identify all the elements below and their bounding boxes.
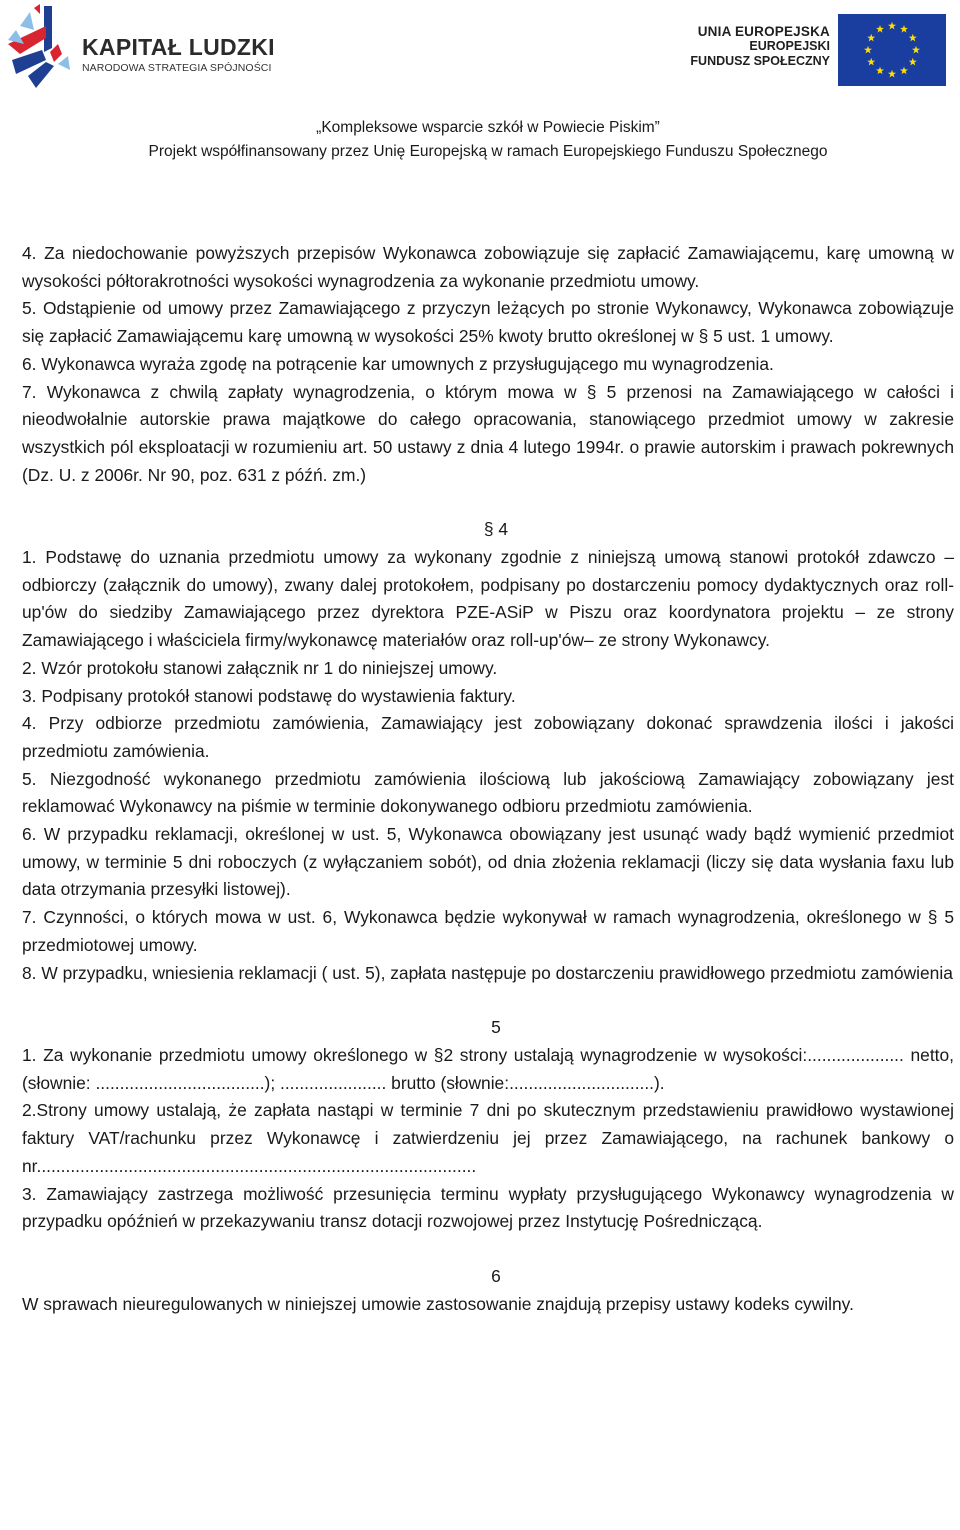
paragraph-a-4: 4. Za niedochowanie powyższych przepisów Wykonawca zobowiązuje się zapłacić Zamawiającemu, karę umowną w wysokości półtorakrotności wysokości wynagrodzenia za wykonanie przedmiotu umowy. <box>22 243 954 291</box>
paragraph-a-7: 7. Wykonawca z chwilą zapłaty wynagrodzenia, o którym mowa w § 5 przenosi na Zamawiającego w całości i nieodwołalnie autorskie prawa majątkowe do całego opracowania, stanowiącego przedmiot umowy w zakresie wszystkich pól eksploatacji w rozumieniu art. 50 ustawy z dnia 4 lutego 1994r. o prawie autorskim i prawach pokrewnych (Dz. U. z 2006r. Nr 90, poz. 631 z późń. zm.) <box>22 381 954 485</box>
eu-logo-text <box>690 24 830 69</box>
eu-star-icon <box>912 46 920 54</box>
paragraph-5-1: 1. Za wykonanie przedmiotu umowy określonego w §2 strony ustalają wynagrodzenie w wysokości:.................... netto, (słownie: ...................................); ...................... brutto (słownie:..............................). <box>22 1044 954 1093</box>
paragraph-5-3: 3. Zamawiający zastrzega możliwość przesunięcia terminu wypłaty przysługującego Wykonawcy wynagrodzenia w przypadku opóźnień w przekazywaniu transz dotacji rozwojowej przez Instytucję Pośredniczącą. <box>22 1183 954 1232</box>
eu-star-icon <box>909 34 917 42</box>
project-title: „Kompleksowe wsparcie szkół w Powiecie Piskim” <box>316 119 660 136</box>
paragraph-a-5: 5. Odstąpienie od umowy przez Zamawiającego z przyczyn leżących po stronie Wykonawcy, Wykonawca zobowiązuje się zapłacić Zamawiającemu karę umowną w wysokości 25% kwoty brutto określonej w § 5 ust. 1 umowy. <box>22 298 954 347</box>
eu-star-icon <box>867 34 875 42</box>
document-body <box>22 240 954 1318</box>
eu-star-icon <box>909 58 917 66</box>
eu-star-icon <box>864 46 872 54</box>
project-subtitle: Projekt współfinansowany przez Unię Europejską w ramach Europejskiego Funduszu Społecznego <box>148 143 828 160</box>
eu-star-icon <box>876 67 884 75</box>
paragraph-4-5: 5. Niezgodność wykonanego przedmiotu zamówienia ilościową lub jakościową Zamawiający zobowiązany jest reklamować Wykonawcy na piśmie w terminie dokonywanego odbioru przedmiotu zamówienia. <box>22 768 954 817</box>
paragraph-4-8: 8. W przypadku, wniesienia reklamacji ( ust. 5), zapłata następuje po dostarczeniu prawidłowego przedmiotu zamówienia <box>22 962 953 983</box>
eu-star-icon <box>888 70 896 78</box>
kapital-ludzki-title: KAPITAŁ LUDZKI <box>82 34 275 60</box>
section-heading-5: 5 <box>491 1017 501 1038</box>
section-heading-6: 6 <box>491 1265 501 1286</box>
paragraph-a-6: 6. Wykonawca wyraża zgodę na potrącenie kar umownych z przysługującego mu wynagrodzenia. <box>22 353 774 374</box>
eu-star-icon <box>867 58 875 66</box>
eu-line-2: EUROPEJSKI <box>749 39 830 53</box>
kapital-ludzki-logo <box>6 4 276 90</box>
eu-line-1: UNIA EUROPEJSKA <box>697 24 830 39</box>
eu-logo <box>682 14 952 84</box>
paragraph-4-2: 2. Wzór protokołu stanowi załącznik nr 1 do niniejszej umowy. <box>22 657 498 678</box>
eu-flag-icon <box>838 14 946 86</box>
kapital-ludzki-subtitle: NARODOWA STRATEGIA SPÓJNOŚCI <box>82 62 272 74</box>
paragraph-5-2: 2.Strony umowy ustalają, że zapłata nastąpi w terminie 7 dni po skutecznym przedstawieniu prawidłowo wystawionej faktury VAT/rachunku przez Wykonawcę i zatwierdzeniu jej przez Zamawiającego, na rachunek bankowy o nr........................................................................................... <box>22 1100 954 1176</box>
paragraph-4-3: 3. Podpisany protokół stanowi podstawę do wystawienia faktury. <box>22 685 516 706</box>
paragraph-4-4: 4. Przy odbiorze przedmiotu zamówienia, Zamawiający jest zobowiązany dokonać sprawdzenia ilości i jakości przedmiotu zamówienia. <box>22 713 954 761</box>
eu-line-3: FUNDUSZ SPOŁECZNY <box>690 54 830 68</box>
eu-star-icon <box>888 22 896 30</box>
eu-star-icon <box>900 25 908 33</box>
paragraph-4-7: 7. Czynności, o których mowa w ust. 6, Wykonawca będzie wykonywał w ramach wynagrodzenia, określonego w § 5 przedmiotowej umowy. <box>22 907 954 955</box>
eu-stars-icon <box>838 14 946 86</box>
kapital-ludzki-emblem-icon <box>6 4 76 90</box>
paragraph-4-1: 1. Podstawę do uznania przedmiotu umowy za wykonany zgodnie z niniejszą umową stanowi protokół zdawczo – odbiorczy (załącznik do umowy), zwany dalej protokołem, podpisany po dostarczeniu pomocy dydaktycznych oraz roll- up'ów do siedziby Zamawiającego przez dyrektora PZE-ASiP w Piszu oraz koordynatora projektu – ze strony Zamawiającego i właściciela firmy/wykonawcę materiałów oraz roll-up'ów– ze strony Wykonawcy. <box>22 547 954 651</box>
eu-star-icon <box>900 67 908 75</box>
project-header <box>0 116 960 164</box>
eu-star-icon <box>876 25 884 33</box>
section-heading-4: § 4 <box>483 519 509 540</box>
paragraph-4-6: 6. W przypadku reklamacji, określonej w ust. 5, Wykonawca obowiązany jest usunąć wady bądź wymienić przedmiot umowy, w terminie 5 dni roboczych (z wyłączaniem sobót), od dnia złożenia reklamacji (liczy się data wysłania faxu lub data otrzymania przesyłki listowej). <box>22 824 954 900</box>
page-header <box>0 0 960 160</box>
paragraph-6-1: W sprawach nieuregulowanych w niniejszej umowie zastosowanie znajdują przepisy ustawy kodeks cywilny. <box>22 1293 854 1314</box>
